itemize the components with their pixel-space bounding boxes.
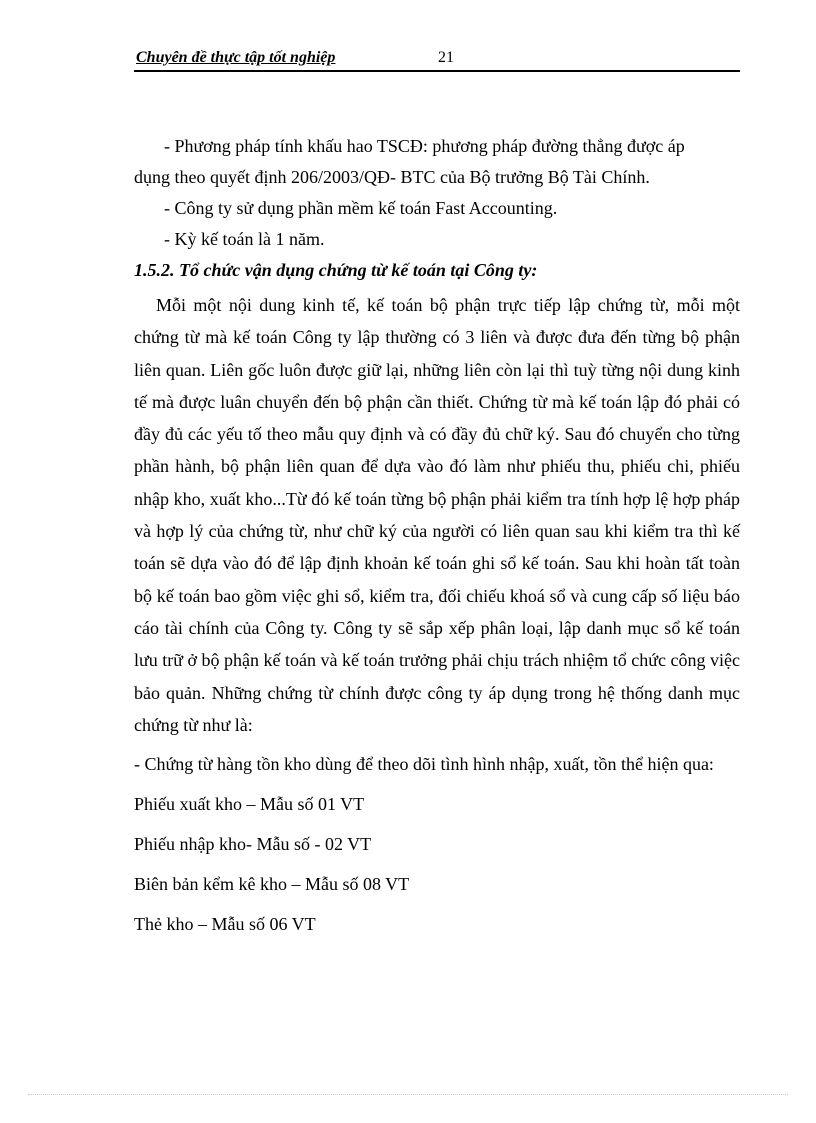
intro-line: - Công ty sử dụng phần mềm kế toán Fast Accounting. [164,198,558,218]
document-body [134,131,740,944]
intro-line: dụng theo quyết định 206/2003/QĐ- BTC của Bộ trưởng Bộ Tài Chính. [134,167,650,187]
form-item: Phiếu xuất kho – Mẫu số 01 VT [134,794,365,815]
intro-line: - Kỳ kế toán là 1 năm. [164,229,325,249]
page-header [134,48,740,72]
form-item: Thẻ kho – Mẫu số 06 VT [134,914,316,935]
form-item: Biên bản kểm kê kho – Mẫu số 08 VT [134,874,410,895]
header-title: Chuyên đề thực tập tốt nghiệp [136,49,336,66]
page-bottom-divider [28,1094,788,1095]
body-paragraph: Mỗi một nội dung kinh tế, kế toán bộ phận trực tiếp lập chứng từ, mỗi một chứng từ mà kế toán Công ty lập thường có 3 liên và được đưa đến từng bộ phận liên quan. Liên gốc luôn được giữ lại, những liên còn lại thì tuỳ từng nội dung kinh tế mà được luân chuyển đến bộ phận cần thiết. Chứng từ mà kế toán lập đó phải có đầy đủ các yếu tố theo mẫu quy định và có đầy đủ chữ ký. Sau đó chuyển cho từng phần hành, bộ phận liên quan để dựa vào đó làm như phiếu thu, phiếu chi, phiếu nhập kho, xuất kho...Từ đó kế toán từng bộ phận phải kiểm tra tính hợp lệ hợp pháp và hợp lý của chứng từ, như chữ ký của người có liên quan sau khi kiểm tra thì kế toán sẽ dựa vào đó để lập định khoản kế toán ghi sổ kế toán. Sau khi hoàn tất toàn bộ kế toán bao gồm việc ghi sổ, kiểm tra, đối chiếu khoá sổ và cung cấp số liệu báo cáo tài chính của Công ty. Công ty sẽ sắp xếp phân loại, lập danh mục sổ kế toán lưu trữ ở bộ phận kế toán và kế toán trưởng phải chịu trách nhiệm tổ chức công việc bảo quản. Những chứng từ chính được công ty áp dụng trong hệ thống danh mục chứng từ như là: [134,295,740,735]
form-list [134,784,740,944]
section-heading: 1.5.2. Tổ chức vận dụng chứng từ kế toán tại Công ty: [134,260,538,280]
page-number: 21 [438,49,454,66]
form-item: Phiếu nhập kho- Mẫu số - 02 VT [134,834,372,855]
inventory-paragraph: - Chứng từ hàng tồn kho dùng để theo dõi tình hình nhập, xuất, tồn thể hiện qua: [134,754,714,775]
intro-line: - Phương pháp tính khấu hao TSCĐ: phương pháp đường thẳng được áp [164,136,685,156]
